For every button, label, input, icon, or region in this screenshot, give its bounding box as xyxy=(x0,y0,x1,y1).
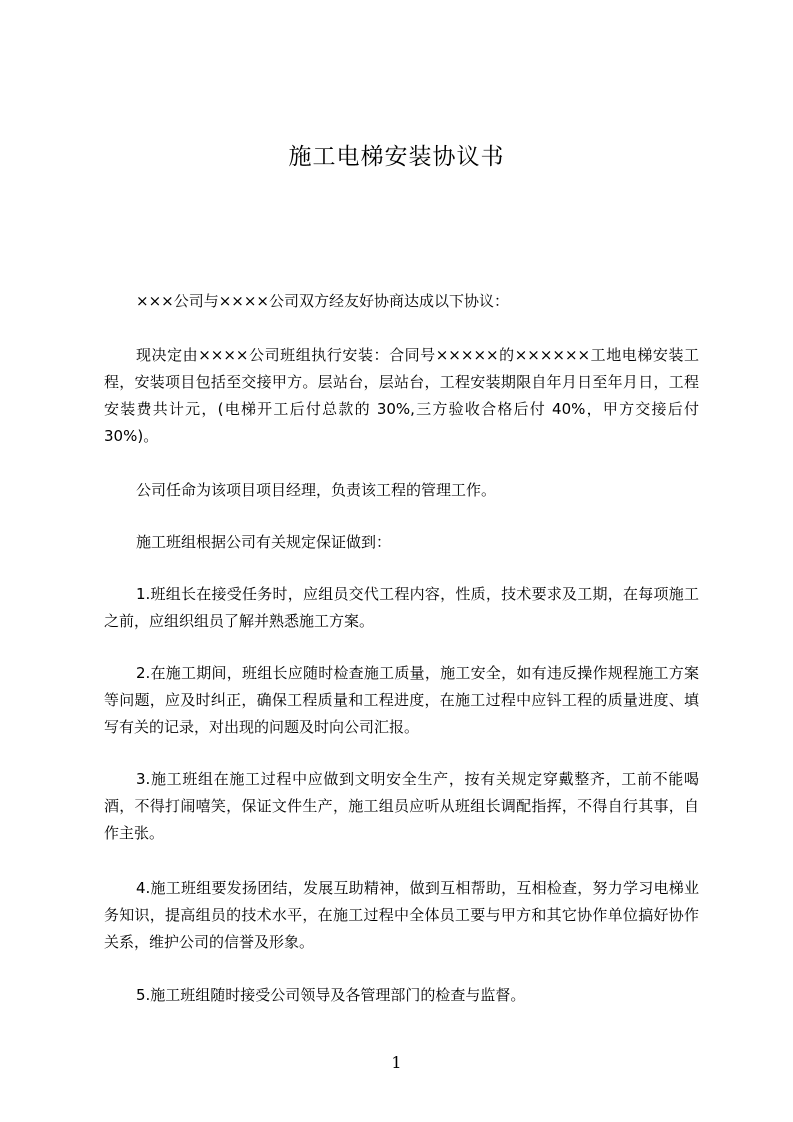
paragraph-contract: 现决定由××××公司班组执行安装：合同号×××××的××××××工地电梯安装工程，安装项目包括至交接甲方。层站台，层站台，工程安装期限自年月日至年月日，工程安装费共计元，(电梯开工后付总款的 30%,三方验收合格后付 40%，甲方交接后付 30%)。 xyxy=(104,346,699,445)
page-number: 1 xyxy=(391,1053,402,1072)
paragraph-rule-2: 2.在施工期间，班组长应随时检查施工质量，施工安全，如有违反操作规程施工方案等问题，应及时纠正，确保工程质量和工程进度，在施工过程中应钭工程的质量进度、填写有关的记录，对出现的问题及时向公司汇报。 xyxy=(104,664,699,736)
paragraph-manager: 公司任命为该项目项目经理，负责该工程的管理工作。 xyxy=(136,481,497,499)
paragraph-rule-1: 1.班组长在接受任务时，应组员交代工程内容，性质，技术要求及工期，在每项施工之前，应组织组员了解并熟悉施工方案。 xyxy=(104,585,699,630)
paragraph-rule-5: 5.施工班组随时接受公司领导及各管理部门的检查与监督。 xyxy=(136,986,526,1004)
paragraph-rule-3: 3.施工班组在施工过程中应做到文明安全生产，按有关规定穿戴整齐，工前不能喝酒，不得打闹嘻笑，保证文件生产，施工组员应听从班组长调配指挥，不得自行其事，自作主张。 xyxy=(104,770,699,842)
paragraph-rule-4: 4.施工班组要发扬团结，发展互助精神，做到互相帮助，互相检查，努力学习电梯业务知识，提高组员的技术水平，在施工过程中全体员工要与甲方和其它协作单位搞好协作关系，维护公司的信誉及形象。 xyxy=(104,879,699,951)
document-title: 施工电梯安装协议书 xyxy=(288,144,505,170)
paragraph-intro: ×××公司与××××公司双方经友好协商达成以下协议： xyxy=(136,292,509,310)
paragraph-rules-heading: 施工班组根据公司有关规定保证做到： xyxy=(136,533,392,551)
